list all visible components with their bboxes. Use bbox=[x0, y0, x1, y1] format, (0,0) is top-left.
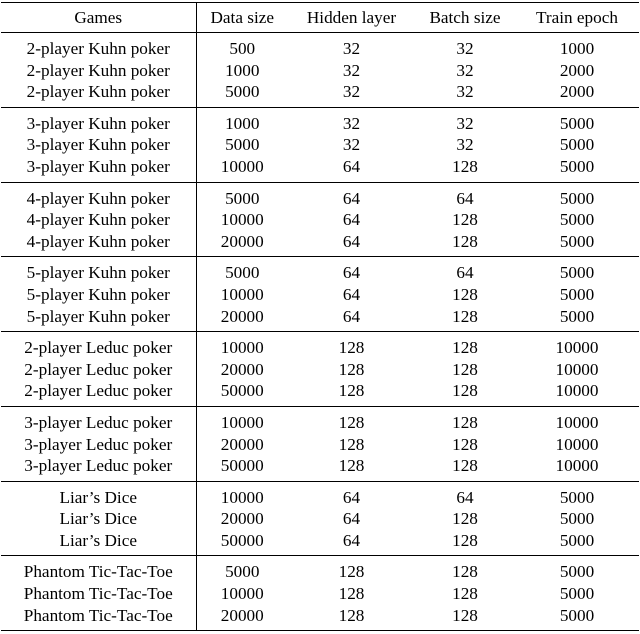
table-row bbox=[1, 605, 639, 631]
cell-data-size: 20000 bbox=[196, 306, 288, 332]
cell-game: 2-player Leduc poker bbox=[1, 359, 196, 381]
cell-hidden-layer: 64 bbox=[342, 509, 361, 529]
cell-train-epoch: 5000 bbox=[559, 509, 595, 529]
cell-batch-size: 128 bbox=[452, 434, 478, 454]
cell-data-size: 20000 bbox=[196, 231, 288, 257]
cell-game: Phantom Tic-Tac-Toe bbox=[1, 605, 196, 631]
table-row bbox=[1, 406, 639, 433]
cell-game: 5-player Kuhn poker bbox=[1, 284, 196, 306]
cell-hidden-layer: 32 bbox=[342, 135, 361, 155]
cell-hidden-layer: 64 bbox=[342, 284, 361, 304]
cell-data-size: 5000 bbox=[225, 188, 260, 208]
cell-data-size: 10000 bbox=[220, 487, 264, 507]
cell-batch-size: 128 bbox=[415, 156, 515, 182]
cell-train-epoch: 5000 bbox=[515, 530, 639, 556]
cell-hidden-layer: 128 bbox=[338, 412, 365, 432]
cell-data-size: 10000 bbox=[220, 210, 264, 230]
cell-train-epoch: 2000 bbox=[515, 81, 639, 107]
cell-data-size: 5000 bbox=[225, 562, 260, 582]
cell-game: 4-player Kuhn poker bbox=[1, 231, 196, 257]
cell-hidden-layer: 64 bbox=[342, 188, 361, 208]
cell-batch-size: 128 bbox=[415, 231, 515, 257]
header-data-size: Data size bbox=[196, 3, 288, 33]
cell-batch-size: 128 bbox=[452, 509, 478, 529]
table-row bbox=[1, 156, 639, 182]
table-row bbox=[1, 481, 639, 508]
cell-train-epoch: 10000 bbox=[555, 359, 599, 379]
cell-game: 3-player Leduc poker bbox=[1, 406, 196, 433]
cell-hidden-layer: 128 bbox=[338, 338, 365, 358]
cell-data-size: 50000 bbox=[196, 455, 288, 481]
cell-hidden-layer: 32 bbox=[342, 113, 361, 133]
cell-batch-size: 32 bbox=[456, 113, 474, 133]
cell-game: 2-player Kuhn poker bbox=[1, 81, 196, 107]
hyperparameter-table-container bbox=[1, 2, 639, 631]
table-row bbox=[1, 33, 639, 60]
table-row bbox=[1, 209, 639, 231]
cell-batch-size: 128 bbox=[415, 605, 515, 631]
cell-game: Liar’s Dice bbox=[1, 481, 196, 508]
table-row bbox=[1, 60, 639, 82]
table-body bbox=[1, 33, 639, 631]
cell-train-epoch: 10000 bbox=[515, 455, 639, 481]
cell-hidden-layer: 64 bbox=[288, 231, 415, 257]
cell-data-size: 20000 bbox=[220, 509, 264, 529]
cell-game: 3-player Leduc poker bbox=[1, 455, 196, 481]
cell-game: 2-player Leduc poker bbox=[1, 332, 196, 359]
cell-data-size: 10000 bbox=[220, 338, 264, 358]
cell-train-epoch: 2000 bbox=[559, 60, 595, 80]
cell-hidden-layer: 64 bbox=[342, 487, 361, 507]
cell-hidden-layer: 64 bbox=[288, 306, 415, 332]
table-row bbox=[1, 134, 639, 156]
cell-train-epoch: 5000 bbox=[559, 562, 595, 582]
cell-hidden-layer: 32 bbox=[342, 39, 361, 58]
header-row bbox=[1, 3, 639, 33]
cell-hidden-layer: 32 bbox=[288, 81, 415, 107]
cell-game: Phantom Tic-Tac-Toe bbox=[1, 583, 196, 605]
table-row bbox=[1, 455, 639, 481]
cell-hidden-layer: 128 bbox=[288, 455, 415, 481]
cell-data-size: 500 bbox=[229, 39, 256, 58]
table-row bbox=[1, 332, 639, 359]
cell-batch-size: 128 bbox=[415, 530, 515, 556]
table-row bbox=[1, 530, 639, 556]
cell-game: Phantom Tic-Tac-Toe bbox=[1, 556, 196, 583]
cell-data-size: 50000 bbox=[196, 530, 288, 556]
cell-batch-size: 128 bbox=[452, 584, 478, 604]
cell-train-epoch: 5000 bbox=[559, 135, 595, 155]
cell-data-size: 50000 bbox=[196, 380, 288, 406]
cell-train-epoch: 5000 bbox=[515, 156, 639, 182]
table-row bbox=[1, 231, 639, 257]
cell-game: 5-player Kuhn poker bbox=[1, 306, 196, 332]
cell-batch-size: 128 bbox=[452, 210, 478, 230]
cell-hidden-layer: 64 bbox=[342, 263, 361, 283]
cell-batch-size: 64 bbox=[456, 263, 474, 283]
cell-hidden-layer: 128 bbox=[288, 605, 415, 631]
cell-train-epoch: 10000 bbox=[555, 338, 599, 358]
cell-hidden-layer: 128 bbox=[338, 359, 365, 379]
table-row bbox=[1, 306, 639, 332]
cell-train-epoch: 5000 bbox=[515, 231, 639, 257]
cell-train-epoch: 5000 bbox=[515, 605, 639, 631]
cell-batch-size: 128 bbox=[452, 359, 478, 379]
cell-train-epoch: 5000 bbox=[559, 210, 595, 230]
table-row bbox=[1, 81, 639, 107]
cell-game: 3-player Kuhn poker bbox=[1, 107, 196, 134]
cell-batch-size: 32 bbox=[456, 60, 474, 80]
cell-game: 4-player Kuhn poker bbox=[1, 182, 196, 209]
table-row bbox=[1, 556, 639, 583]
cell-hidden-layer: 128 bbox=[288, 380, 415, 406]
table-row bbox=[1, 434, 639, 456]
cell-train-epoch: 5000 bbox=[515, 306, 639, 332]
cell-batch-size: 32 bbox=[456, 135, 474, 155]
cell-game: 2-player Kuhn poker bbox=[1, 33, 196, 60]
table-row bbox=[1, 182, 639, 209]
cell-data-size: 20000 bbox=[220, 434, 264, 454]
header-train-epoch: Train epoch bbox=[515, 3, 639, 33]
cell-data-size: 20000 bbox=[220, 359, 264, 379]
cell-batch-size: 128 bbox=[415, 380, 515, 406]
hyperparameter-table bbox=[1, 2, 639, 631]
cell-train-epoch: 10000 bbox=[555, 412, 599, 432]
cell-hidden-layer: 64 bbox=[288, 530, 415, 556]
cell-game: 2-player Kuhn poker bbox=[1, 60, 196, 82]
cell-train-epoch: 5000 bbox=[559, 487, 595, 507]
cell-data-size: 10000 bbox=[220, 584, 264, 604]
table-row bbox=[1, 284, 639, 306]
cell-data-size: 1000 bbox=[225, 60, 260, 80]
table-row bbox=[1, 257, 639, 284]
header-batch-size: Batch size bbox=[415, 3, 515, 33]
cell-data-size: 5000 bbox=[225, 263, 260, 283]
cell-hidden-layer: 32 bbox=[342, 60, 361, 80]
cell-train-epoch: 10000 bbox=[555, 434, 599, 454]
table-row bbox=[1, 380, 639, 406]
cell-data-size: 1000 bbox=[225, 113, 260, 133]
cell-batch-size: 128 bbox=[452, 284, 478, 304]
cell-train-epoch: 5000 bbox=[559, 263, 595, 283]
cell-batch-size: 32 bbox=[415, 81, 515, 107]
cell-game: 2-player Leduc poker bbox=[1, 380, 196, 406]
cell-game: Liar’s Dice bbox=[1, 530, 196, 556]
cell-hidden-layer: 64 bbox=[342, 210, 361, 230]
cell-batch-size: 32 bbox=[456, 39, 474, 58]
cell-batch-size: 64 bbox=[456, 188, 474, 208]
cell-train-epoch: 10000 bbox=[515, 380, 639, 406]
cell-game: Liar’s Dice bbox=[1, 508, 196, 530]
table-row bbox=[1, 359, 639, 381]
cell-data-size: 10000 bbox=[220, 284, 264, 304]
cell-game: 3-player Kuhn poker bbox=[1, 156, 196, 182]
cell-hidden-layer: 64 bbox=[288, 156, 415, 182]
cell-game: 3-player Leduc poker bbox=[1, 434, 196, 456]
header-games: Games bbox=[1, 3, 196, 33]
header-hidden-layer: Hidden layer bbox=[288, 3, 415, 33]
cell-train-epoch: 1000 bbox=[559, 39, 595, 58]
cell-batch-size: 128 bbox=[452, 338, 478, 358]
cell-train-epoch: 5000 bbox=[559, 113, 595, 133]
table-row bbox=[1, 583, 639, 605]
cell-batch-size: 128 bbox=[415, 306, 515, 332]
cell-train-epoch: 5000 bbox=[559, 188, 595, 208]
cell-batch-size: 64 bbox=[456, 487, 474, 507]
cell-hidden-layer: 128 bbox=[338, 434, 365, 454]
cell-hidden-layer: 128 bbox=[338, 584, 365, 604]
table-row bbox=[1, 107, 639, 134]
cell-game: 4-player Kuhn poker bbox=[1, 209, 196, 231]
cell-hidden-layer: 128 bbox=[338, 562, 365, 582]
cell-data-size: 5000 bbox=[225, 135, 260, 155]
cell-data-size: 20000 bbox=[196, 605, 288, 631]
cell-batch-size: 128 bbox=[452, 562, 478, 582]
cell-batch-size: 128 bbox=[452, 412, 478, 432]
table-header bbox=[1, 3, 639, 33]
cell-data-size: 5000 bbox=[196, 81, 288, 107]
cell-train-epoch: 5000 bbox=[559, 284, 595, 304]
cell-train-epoch: 5000 bbox=[559, 584, 595, 604]
table-row bbox=[1, 508, 639, 530]
cell-batch-size: 128 bbox=[415, 455, 515, 481]
cell-game: 3-player Kuhn poker bbox=[1, 134, 196, 156]
cell-data-size: 10000 bbox=[196, 156, 288, 182]
cell-data-size: 10000 bbox=[220, 412, 264, 432]
cell-game: 5-player Kuhn poker bbox=[1, 257, 196, 284]
